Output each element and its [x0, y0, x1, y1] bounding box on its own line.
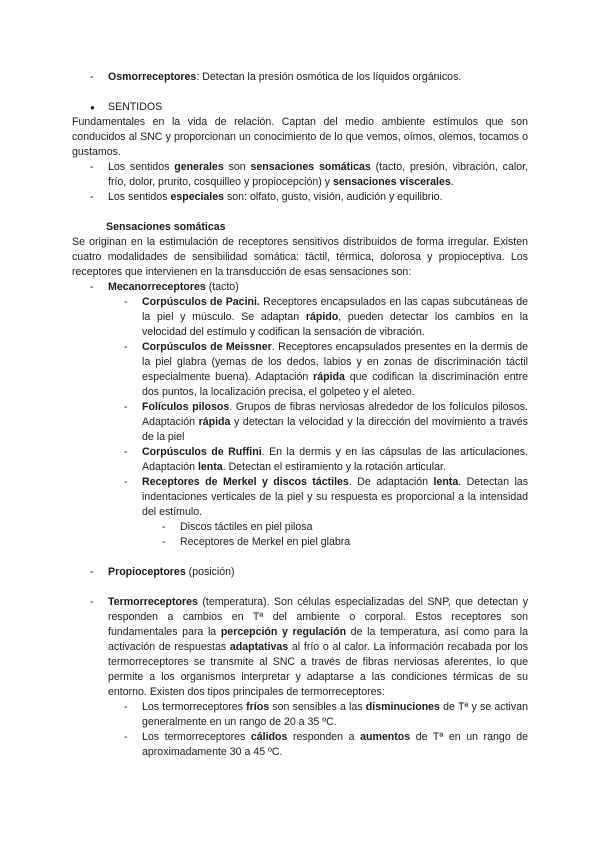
text-run: . Detectan las indentaciones verticales de la piel y su respuesta es proporcional a la intensidad del estímulo.: [142, 476, 528, 518]
text-run: (tacto, presión, vibración, calor, frío, dolor, prurito, cosquilleo y propiocepción) y: [108, 161, 528, 188]
text-run: (temperatura). Son células especializadas del SNP, que detectan y responden a cambios en Tª del ambiente o corporal. Estos receptores son fundamentales para la: [108, 596, 528, 638]
sentidos-heading-text: SENTIDOS: [108, 101, 163, 113]
text-run: Receptores encapsulados en las capas subcutáneas de la piel y músculo. Se adaptan: [142, 296, 528, 323]
text-run: . Detectan el estiramiento y la rotación articular.: [222, 461, 446, 473]
text-run: de Tª en un rango de aproximadamente 30 a 45 ºC.: [142, 731, 528, 758]
bold-run: lenta: [197, 461, 223, 473]
ruffini-item: [122, 445, 528, 475]
bold-run: adaptativas: [229, 641, 289, 653]
text-run: . Receptores encapsulados presentes en la dermis de la piel glabra (yemas de los dedos, labios y en zonas de discriminación táctil especialmente buena). Adaptación: [142, 341, 528, 383]
text-run: y detectan la velocidad y la dirección del movimiento a través de la piel: [142, 416, 528, 443]
osmorreceptores-text: : Detectan la presión osmótica de los líquidos orgánicos.: [196, 71, 462, 83]
sentidos-especiales-item: [88, 190, 528, 205]
bold-run: generales: [174, 161, 224, 173]
text-run: de la temperatura, así como para la activación de respuestas: [108, 626, 528, 653]
bold-run: percepción y regulación: [220, 626, 347, 638]
meissner-item: [122, 340, 528, 400]
text-run: Los termorreceptores: [142, 701, 247, 713]
bold-run: Mecanorreceptores: [108, 281, 206, 293]
termorreceptores-calidos-item: [122, 730, 528, 760]
bold-run: rápida: [198, 416, 231, 428]
bold-run: rápida: [313, 371, 345, 383]
bold-run: rápido: [305, 311, 339, 323]
discos-item: - Receptores de Merkel en piel glabra: [160, 535, 528, 550]
mecanorreceptores-item: [88, 280, 528, 295]
osmorreceptores-item: [88, 70, 528, 85]
bold-run: especiales: [170, 191, 225, 203]
bold-run: aumentos: [360, 731, 411, 743]
text-run: son sensibles a las: [269, 701, 366, 713]
bold-run: Corpúsculos de Meissner: [142, 341, 272, 353]
text-run: que codifican la discriminación entre dos puntos, la localización precisa, el golpeteo y el aleteo.: [142, 371, 528, 398]
text-run: de Tª y se activan generalmente en un rango de 20 a 35 ºC.: [142, 701, 528, 728]
bold-run: Propioceptores: [108, 566, 186, 578]
sensaciones-somaticas-paragraph: Se originan en la estimulación de receptores sensitivos distribuidos de forma irregular. Existen cuatro modalidades de sensibilidad somática: táctil, térmica, dolorosa y propioceptiva. Los receptores que intervienen en la transducción de esas sensaciones son:: [72, 236, 528, 278]
text-run: responden a: [287, 731, 361, 743]
osmorreceptores-term: Osmorreceptores: [108, 71, 197, 83]
termorreceptores-frios-item: [122, 700, 528, 730]
bold-run: fríos: [246, 701, 270, 713]
termorreceptores-item: [88, 595, 528, 700]
sentidos-paragraph: Fundamentales en la vida de relación. Captan del medio ambiente estímulos que son conducidos al SNC y proporcionan un conocimiento de lo que vemos, oímos, olemos, tocamos o gustamos.: [72, 116, 528, 158]
foliculos-item: [122, 400, 528, 445]
bold-run: Corpúsculos de Ruffini: [142, 446, 262, 458]
bold-run: Corpúsculos de Pacini.: [142, 296, 260, 308]
text-run: . De adaptación: [348, 476, 434, 488]
bold-run: sensaciones viscerales: [332, 176, 451, 188]
text-run: (tacto): [205, 281, 239, 293]
text-run: son: olfato, gusto, visión, audición y equilibrio.: [224, 191, 443, 203]
text-run: .: [450, 176, 454, 188]
bold-run: disminuciones: [365, 701, 440, 713]
text-run: Los termorreceptores: [142, 731, 251, 743]
propioceptores-item: [88, 565, 528, 580]
sentidos-generales-item: [88, 160, 528, 190]
sensaciones-somaticas-heading: Sensaciones somáticas: [106, 221, 226, 233]
merkel-item: [122, 475, 528, 520]
bold-run: sensaciones somáticas: [250, 161, 371, 173]
bold-run: cálidos: [250, 731, 288, 743]
text-run: . En la dermis y en las cápsulas de las articulaciones. Adaptación: [142, 446, 529, 473]
bold-run: Termorreceptores: [108, 596, 198, 608]
document-page: [72, 70, 528, 760]
text-run: . Grupos de fibras nerviosas alrededor de los folículos pilosos. Adaptación: [142, 401, 528, 428]
bold-run: Folículos pilosos: [142, 401, 230, 413]
discos-item: - Discos táctiles en piel pilosa: [160, 520, 528, 535]
pacini-item: [122, 295, 528, 340]
text-run: (posición): [185, 566, 235, 578]
text-run: , pueden detectar los cambios en la velocidad del estímulo y codifican la sensación de vibración.: [142, 311, 528, 338]
bold-run: lenta: [433, 476, 459, 488]
text-run: al frío o al calor. La información recabada por los termorreceptores se transmite al SNC a través de fibras nerviosas aferentes, lo que permite a los organismos interpretar y adaptarse a las condiciones térmicas de su entorno. Existen dos tipos principales de termorreceptores:: [108, 641, 529, 698]
sentidos-heading: [72, 100, 528, 115]
text-run: son: [223, 161, 251, 173]
text-run: Los sentidos: [108, 191, 171, 203]
text-run: Los sentidos: [108, 161, 175, 173]
bold-run: Receptores de Merkel y discos táctiles: [142, 476, 349, 488]
